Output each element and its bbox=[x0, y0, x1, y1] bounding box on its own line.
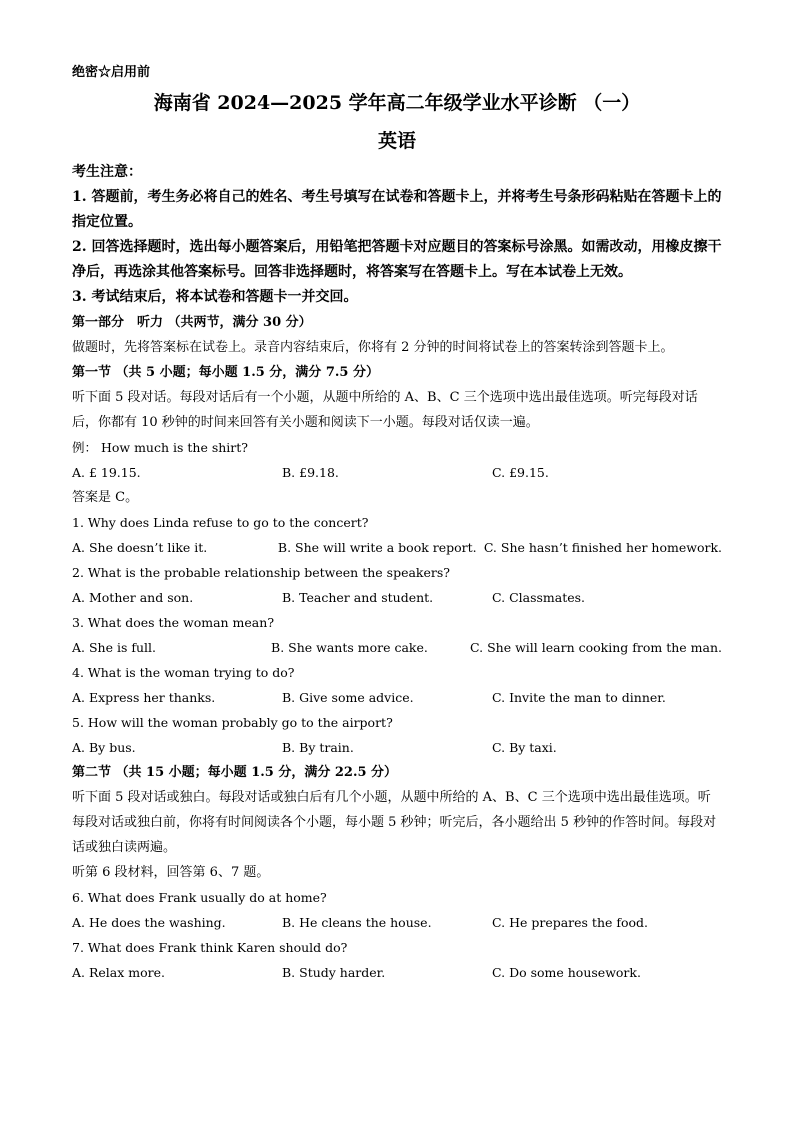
exam-subject: 英语 bbox=[377, 130, 416, 152]
option-a: A. He does the washing. bbox=[72, 915, 226, 930]
option-c: C. She hasn’t finished her homework. bbox=[483, 540, 722, 555]
question-4: 4. What is the woman trying to do? bbox=[72, 665, 295, 680]
option-a: A. £ 19.15. bbox=[72, 465, 141, 480]
material-6-note: 听第 6 段材料，回答第 6、7 题。 bbox=[72, 865, 270, 880]
section2-instructions: 听下面 5 段对话或独白。每段对话或独白后有几个小题，从题中所给的 A、B、C 三个选项中选出最佳选项。听每段对话或独白前，你将有时间阅读各个小题，每小题 5 秒钟；听完后，各小题给出 5 秒钟的作答时间。每段对话或独白读两遍。 bbox=[72, 790, 717, 855]
option-c: C. Classmates. bbox=[492, 590, 586, 605]
option-a: A. Mother and son. bbox=[72, 590, 194, 605]
option-b: B. By train. bbox=[282, 740, 354, 755]
option-b: B. £9.18. bbox=[282, 465, 339, 480]
option-c: C. He prepares the food. bbox=[492, 915, 649, 930]
option-a: A. Relax more. bbox=[72, 965, 165, 980]
confidential-label: 绝密☆启用前 bbox=[72, 65, 151, 80]
exam-page bbox=[72, 62, 722, 985]
option-a: A. She doesn’t like it. bbox=[72, 540, 208, 555]
notice-heading: 考生注意： bbox=[72, 164, 142, 180]
option-b: B. He cleans the house. bbox=[282, 915, 432, 930]
example-question: 例： How much is the shirt? bbox=[72, 440, 248, 455]
option-c: C. By taxi. bbox=[492, 740, 557, 755]
option-b: B. Give some advice. bbox=[282, 690, 414, 705]
option-b: B. She will write a book report. bbox=[277, 540, 477, 555]
option-c: C. £9.15. bbox=[492, 465, 549, 480]
section1-instructions: 听下面 5 段对话。每段对话后有一个小题，从题中所给的 A、B、C 三个选项中选出最佳选项。听完每段对话后，你都有 10 秒钟的时间来回答有关小题和阅读下一小题。每段对话仅读一遍。 bbox=[72, 390, 698, 430]
option-b: B. Teacher and student. bbox=[282, 590, 434, 605]
question-7-options bbox=[72, 960, 722, 985]
option-a: A. Express her thanks. bbox=[72, 690, 216, 705]
section1-heading: 第一节 （共 5 小题；每小题 1.5 分，满分 7.5 分） bbox=[72, 365, 379, 380]
question-5: 5. How will the woman probably go to the airport? bbox=[72, 715, 393, 730]
option-c: C. Do some housework. bbox=[492, 965, 641, 980]
notice-item-3: 3. 考试结束后，将本试卷和答题卡一并交回。 bbox=[72, 289, 358, 305]
question-4-options bbox=[72, 685, 722, 710]
question-1: 1. Why does Linda refuse to go to the concert? bbox=[72, 515, 369, 530]
question-7: 7. What does Frank think Karen should do? bbox=[72, 940, 348, 955]
notice-item-1: 1. 答题前，考生务必将自己的姓名、考生号填写在试卷和答题卡上，并将考生号条形码粘贴在答题卡上的指定位置。 bbox=[72, 189, 722, 230]
part1-instructions: 做题时，先将答案标在试卷上。录音内容结束后，你将有 2 分钟的时间将试卷上的答案转涂到答题卡上。 bbox=[72, 340, 674, 355]
part1-heading: 第一部分 听力 （共两节，满分 30 分） bbox=[72, 315, 312, 330]
question-6: 6. What does Frank usually do at home? bbox=[72, 890, 327, 905]
option-c: C. She will learn cooking from the man. bbox=[470, 640, 722, 655]
question-2: 2. What is the probable relationship between the speakers? bbox=[72, 565, 450, 580]
option-a: A. She is full. bbox=[72, 640, 156, 655]
exam-title: 海南省 2024—2025 学年高二年级学业水平诊断 （一） bbox=[153, 92, 641, 114]
question-5-options bbox=[72, 735, 722, 760]
question-6-options bbox=[72, 910, 722, 935]
example-answer: 答案是 C。 bbox=[72, 490, 139, 505]
question-2-options bbox=[72, 585, 722, 610]
notice-item-2: 2. 回答选择题时，选出每小题答案后，用铅笔把答题卡对应题目的答案标号涂黑。如需改动，用橡皮擦干净后，再选涂其他答案标号。回答非选择题时，将答案写在答题卡上。写在本试卷上无效。 bbox=[72, 239, 722, 280]
example-options bbox=[72, 460, 722, 485]
option-c: C. Invite the man to dinner. bbox=[492, 690, 666, 705]
question-3-options bbox=[72, 635, 722, 660]
question-3: 3. What does the woman mean? bbox=[72, 615, 275, 630]
question-1-options bbox=[72, 535, 722, 560]
section2-heading: 第二节 （共 15 小题；每小题 1.5 分，满分 22.5 分） bbox=[72, 765, 398, 780]
option-b: B. She wants more cake. bbox=[271, 640, 428, 655]
option-b: B. Study harder. bbox=[282, 965, 386, 980]
option-a: A. By bus. bbox=[72, 740, 136, 755]
